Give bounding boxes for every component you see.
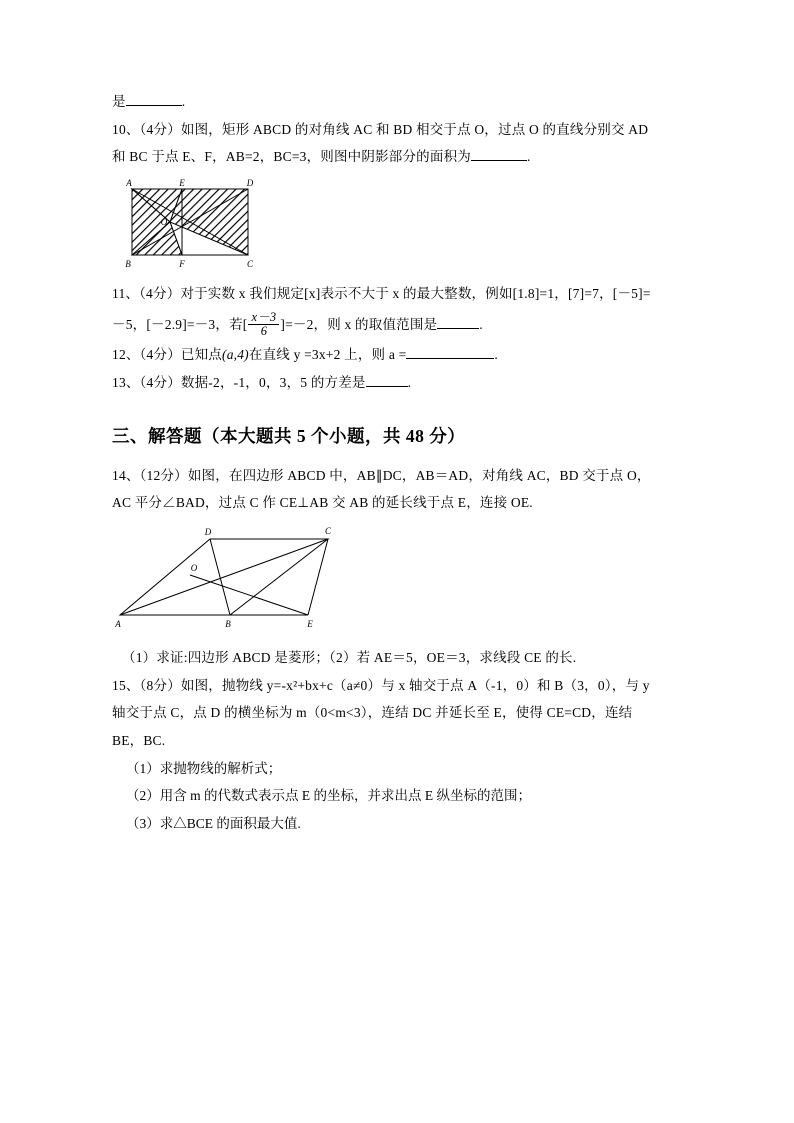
figure-q14-svg [112,523,532,633]
question-12-number: 12、（4分） [112,347,181,363]
figure-label-O: O [160,217,168,228]
question-12-text: 已知点 [180,347,223,363]
question-14-subitems [112,644,682,672]
question-12: 12、（4分）已知点(a,4)在直线 y =3x+2 上，则 a = . [112,347,498,363]
question-14-line2 [112,489,682,517]
answer-blank [366,373,408,387]
question-13-text: 数据-2，-1，0，3，5 的方差是 [180,375,366,391]
figure-label-D: D [204,527,212,538]
figure-q10 [112,177,682,274]
figure-label-B: B [225,619,231,630]
figure-label-A: A [126,178,132,189]
question-11 [112,280,682,308]
figure-label-C: C [246,259,254,270]
top-fragment-text: 是 [112,94,126,109]
question-15-sub-3: （3）求△BCE 的面积最大值. [126,816,301,832]
question-15-text-b: 轴交于点 C，点 D 的横坐标为 m（0<m<3），连结 DC 并延长至 E，使得 CE=CD，连结 [112,705,633,721]
question-15-number: 15、（8分） [112,677,181,693]
question-10 [112,116,682,144]
question-11-text-b-post: ]=－2，则 x 的取值范围是 [280,316,438,332]
answer-blank [406,346,494,360]
question-11-number: 11、（4分） [112,286,181,302]
question-15-line2 [112,699,682,727]
figure-label-D: D [246,178,254,189]
answer-blank [437,315,479,329]
question-10-line2: 和 BC 于点 E、F，AB=2，BC=3，则图中阴影部分的面积为 . [112,149,531,165]
question-12-point: (a,4) [222,347,249,363]
question-15-text-c: BE，BC. [112,733,166,749]
question-11-text-a: 对于实数 x 我们规定[x]表示不大于 x 的最大整数，例如[1.8]=1，[7]=7，[－5]= [180,286,651,302]
figure-label-A: A [115,619,121,630]
question-10-text-a: 如图，矩形 ABCD 的对角线 AC 和 BD 相交于点 O，过点 O 的直线分别交 AD [180,121,649,137]
answer-blank [126,92,182,106]
figure-label-B: B [125,259,131,270]
question-14-text-b: AC 平分∠BAD，过点 C 作 CE⊥AB 交 AB 的延长线于点 E，连接 OE. [112,495,533,511]
figure-label-E: E [179,178,185,189]
question-14-sub-text: （1）求证:四边形 ABCD 是菱形；（2）若 AE＝5，OE＝3，求线段 CE 的长. [122,650,577,666]
question-14-number: 14、（12分） [112,467,188,483]
question-11-line2: －5，[－2.9]=－3，若[ $\frac{x-3}{6}$ ]=－2，则 x 的取值范围是 . [112,309,483,339]
figure-q14 [112,523,682,638]
question-10-number: 10、（4分） [112,121,181,137]
fraction-x-minus-3-over-6 [248,311,279,338]
answer-blank [471,148,527,162]
top-fragment-line: 是 . [112,94,186,109]
question-14-text-a: 如图，在四边形 ABCD 中，AB∥DC，AB＝AD，对角线 AC，BD 交于点 O， [187,467,651,483]
question-14 [112,462,682,490]
question-13: 13、（4分）数据-2，-1，0，3，5 的方差是 . [112,375,412,391]
question-15-sub-1: （1）求抛物线的解析式； [126,760,282,776]
question-15-line3 [112,727,682,755]
question-11-text-b-pre: －5，[－2.9]=－3，若[ [112,316,248,332]
figure-label-F: F [179,259,185,270]
figure-label-O: O [190,563,198,574]
figure-label-E: E [307,619,313,630]
question-15-text-a: 如图，抛物线 y=-x²+bx+c（a≠0）与 x 轴交于点 A（-1，0）和 B（3，0），与 y [180,677,650,693]
question-12-text-b: 在直线 y =3x+2 上，则 a = [248,347,407,363]
figure-label-C: C [324,526,332,537]
fraction-numerator: x－3 [248,311,279,325]
question-15-sub-2: （2）用含 m 的代数式表示点 E 的坐标，并求出点 E 纵坐标的范围； [126,788,531,804]
question-15 [112,672,682,700]
section-3-title: 三、解答题（本大题共 5 个小题，共 48 分） [112,425,466,446]
fraction-denominator: 6 [260,324,268,339]
question-13-number: 13、（4分） [112,375,181,391]
figure-q10-svg [120,177,350,269]
question-10-text-b: 和 BC 于点 E、F，AB=2，BC=3，则图中阴影部分的面积为 [112,149,471,165]
